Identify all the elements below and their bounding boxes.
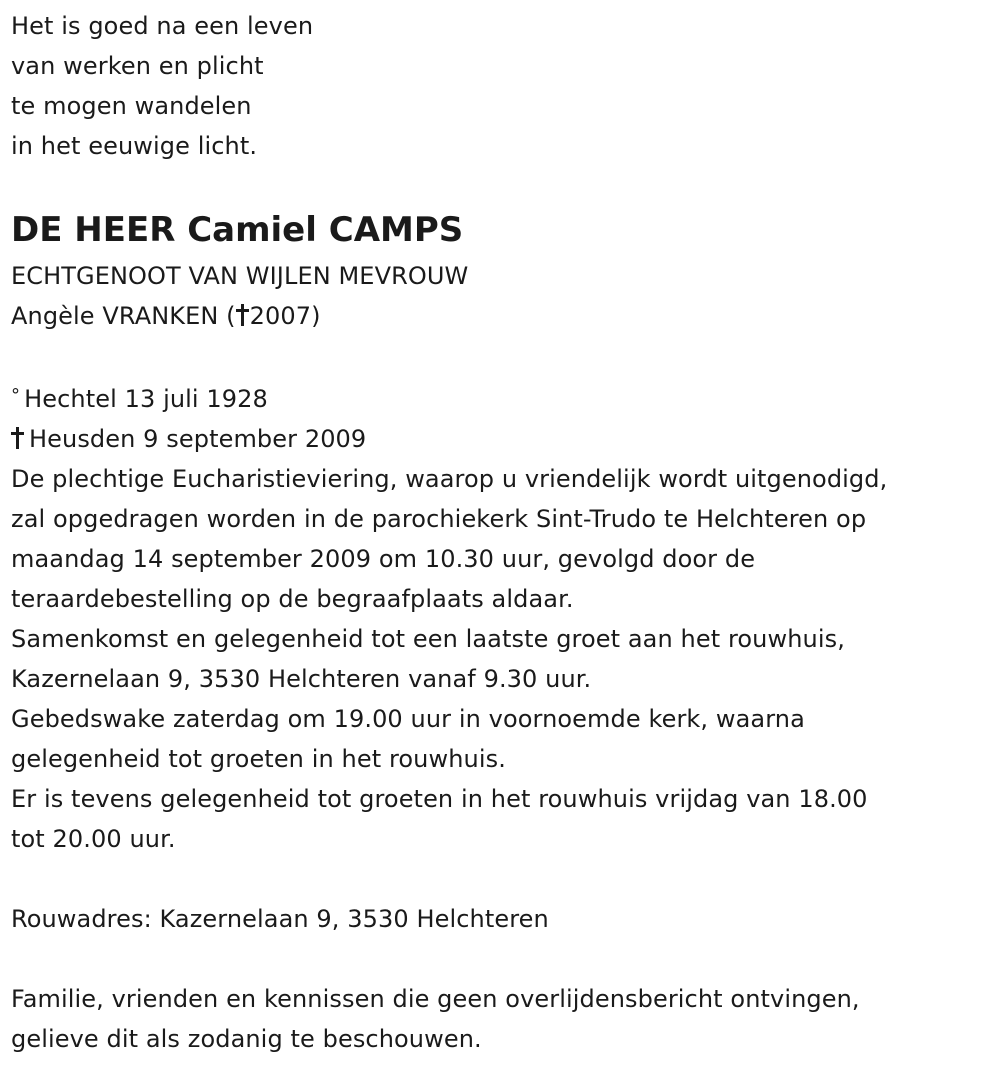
spacer xyxy=(11,939,1000,979)
body-text xyxy=(11,459,1000,859)
body-line: Samenkomst en gelegenheid tot een laatste groet aan het rouwhuis, xyxy=(11,625,845,653)
closing-line: gelieve dit als zodanig te beschouwen. xyxy=(11,1025,482,1053)
body-line: maandag 14 september 2009 om 10.30 uur, gevolgd door de xyxy=(11,545,756,573)
death-text: Heusden 9 september 2009 xyxy=(29,425,367,453)
body-line: teraardebestelling op de begraafplaats aldaar. xyxy=(11,585,574,613)
body-line: Er is tevens gelegenheid tot groeten in het rouwhuis vrijdag van 18.00 xyxy=(11,785,868,813)
poem-line: te mogen wandelen xyxy=(11,92,252,120)
poem-line: in het eeuwige licht. xyxy=(11,132,258,160)
birth-line xyxy=(11,376,1000,419)
closing-line: Familie, vrienden en kennissen die geen overlijdensbericht ontvingen, xyxy=(11,985,860,1013)
cross-icon xyxy=(11,427,25,449)
birth-text: Hechtel 13 juli 1928 xyxy=(24,385,268,413)
spouse-name-line xyxy=(11,296,1000,336)
spacer xyxy=(11,859,1000,899)
body-line: zal opgedragen worden in de parochiekerk Sint-Trudo te Helchteren op xyxy=(11,505,867,533)
spouse-death-year: 2007) xyxy=(249,302,321,330)
body-line: Kazernelaan 9, 3530 Helchteren vanaf 9.30 uur. xyxy=(11,665,592,693)
birth-symbol: ° xyxy=(11,385,21,406)
body-line: De plechtige Eucharistieviering, waarop u vriendelijk wordt uitgenodigd, xyxy=(11,465,888,493)
spouse-line: ECHTGENOOT VAN WIJLEN MEVROUW xyxy=(11,262,469,290)
mourning-address: Rouwadres: Kazernelaan 9, 3530 Helchteren xyxy=(11,905,549,933)
death-line xyxy=(11,419,1000,459)
cross-icon xyxy=(236,304,249,326)
body-line: Gebedswake zaterdag om 19.00 uur in voornoemde kerk, waarna xyxy=(11,705,805,733)
body-line: gelegenheid tot groeten in het rouwhuis. xyxy=(11,745,506,773)
poem xyxy=(11,6,1000,166)
body-line: tot 20.00 uur. xyxy=(11,825,176,853)
deceased-name: DE HEER Camiel CAMPS xyxy=(11,210,464,250)
spouse-name: Angèle VRANKEN ( xyxy=(11,302,236,330)
poem-line: Het is goed na een leven xyxy=(11,12,314,40)
closing-text xyxy=(11,979,1000,1059)
poem-line: van werken en plicht xyxy=(11,52,264,80)
spacer xyxy=(11,336,1000,376)
